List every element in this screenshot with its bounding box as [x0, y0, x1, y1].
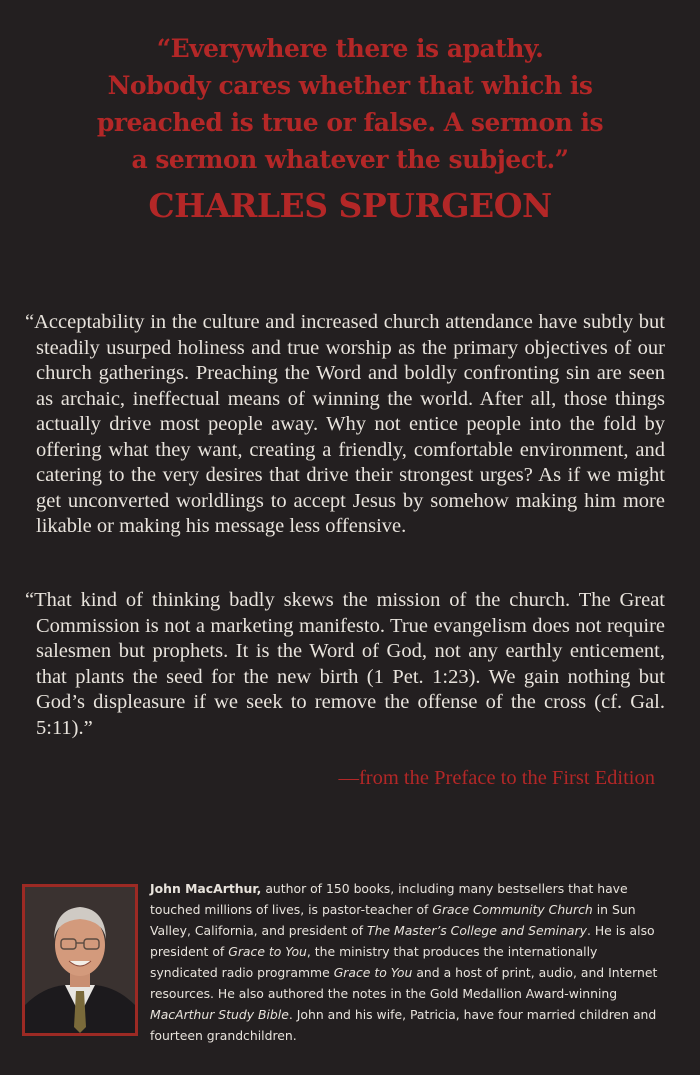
author-portrait-image: [25, 887, 135, 1033]
quote-line: preached is true or false. A sermon is: [96, 108, 604, 137]
quote-line: “Everywhere there is apathy.: [156, 34, 544, 63]
spurgeon-quote: [0, 30, 700, 225]
quote-line: a sermon whatever the subject.”: [131, 145, 569, 174]
excerpt-paragraph: “That kind of thinking badly skews the mission of the church. The Great Commission is not a marketing manifesto. True evangelism does not require salesmen but prophets. It is the Word of God, not any earthly enticement, that plants the seed for the new birth (1 Pet. 1:23). We gain nothing but God’s displeasure if we seek to remove the offense of the cross (cf. Gal. 5:11).”: [25, 589, 665, 739]
quote-author: CHARLES SPURGEON: [148, 186, 552, 225]
bio-text-segment: . He is also president of: [150, 923, 655, 959]
author-photo: [22, 884, 138, 1036]
bio-italic-segment: Grace Community Church: [432, 902, 593, 917]
bio-text-segment: in Sun Valley, California, and president of: [150, 902, 636, 938]
bio-italic-segment: Grace to You: [333, 965, 413, 980]
excerpt-paragraph: “Acceptability in the culture and increased church attendance have subtly but steadily usurped holiness and true worship as the primary objectives of our church gatherings. Preaching the Word and boldly confronting sin are seen as archaic, ineffectual means of winning the world. After all, those things actually drive most people away. Why not entice people into the fold by offering what they want, creating a friendly, comfortable environment, and catering to the very desires that drive their strongest urges? As if we might get unconverted worldlings to accept Jesus by somehow making him more likable or making his message less offensive.: [25, 311, 665, 537]
bio-text-segment: , the ministry that produces the internationally syndicated radio programme: [150, 944, 598, 980]
excerpt-paragraph-1-container: [25, 310, 665, 540]
author-bio: [150, 878, 660, 1046]
bio-italic-segment: The Master’s College and Seminary: [367, 923, 587, 938]
bio-italic-segment: Grace to You: [228, 944, 307, 959]
excerpt-attribution: —from the Preface to the First Edition: [338, 767, 655, 789]
quote-line: Nobody cares whether that which is: [107, 71, 593, 100]
excerpt-paragraph-2-container: [25, 588, 665, 741]
author-name: John MacArthur,: [150, 881, 262, 896]
bio-text-segment: and a host of print, audio, and Internet resources. He also authored the notes in the Gold Medallion Award-winning: [150, 965, 658, 1001]
bio-text-segment: . John and his wife, Patricia, have four married children and fourteen grandchildren.: [150, 1007, 657, 1043]
bio-text-segment: author of 150 books, including many bestsellers that have touched millions of lives, is pastor-teacher of: [150, 881, 628, 917]
bio-italic-segment: MacArthur Study Bible: [150, 1007, 289, 1022]
